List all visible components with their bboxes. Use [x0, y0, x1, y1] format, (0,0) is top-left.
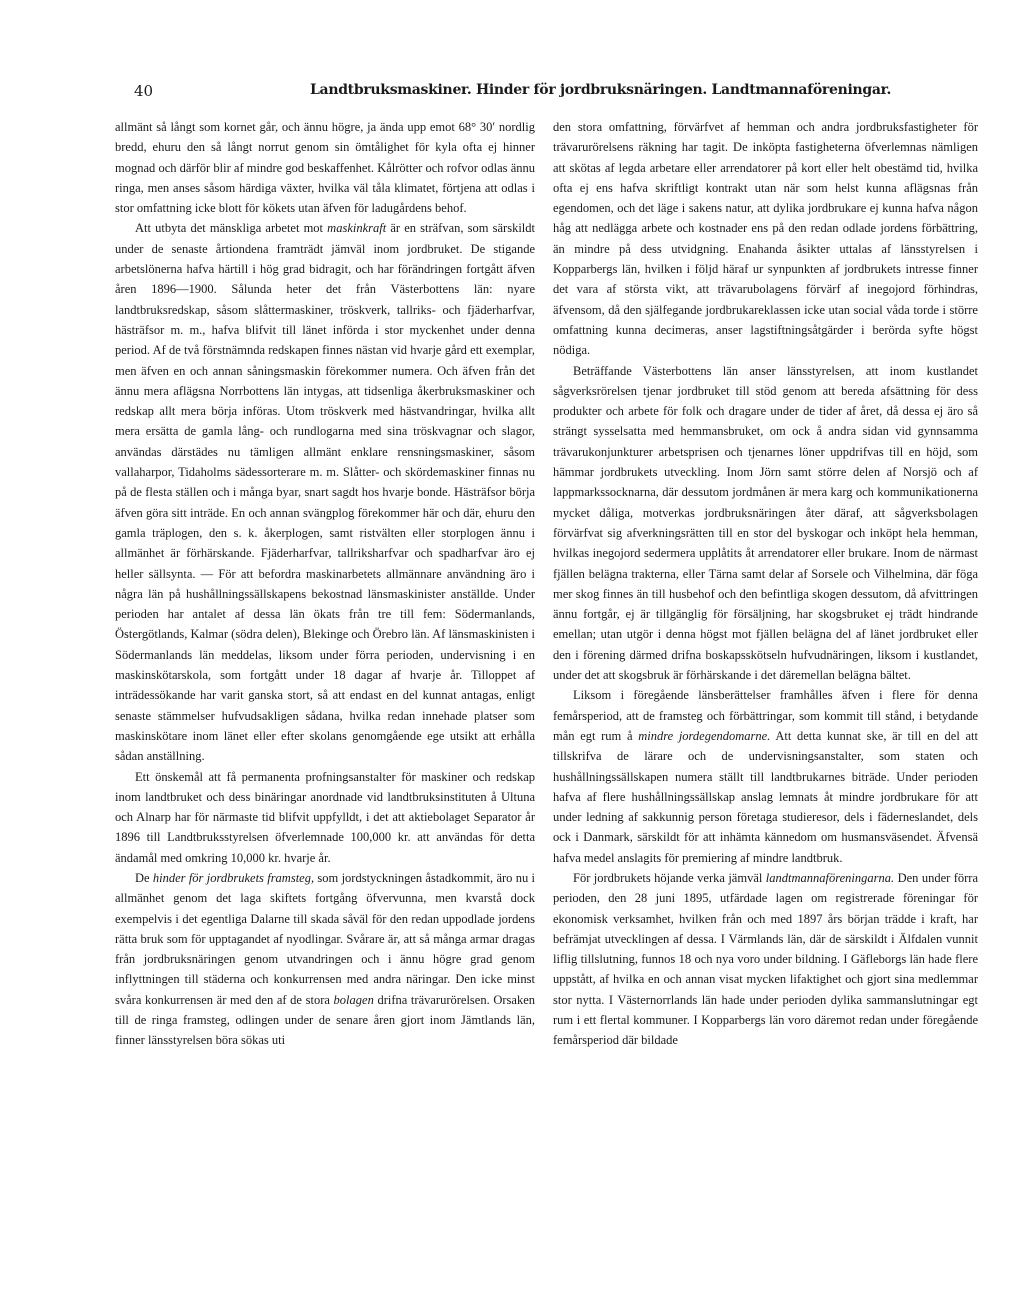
emphasis: maskinkraft [327, 221, 387, 236]
emphasis: hinder för jordbrukets framsteg, [152, 870, 315, 885]
paragraph: De hinder för jordbrukets framsteg, som jordstyckningen åstadkommit, äro nu i allmänhet genom det laga skiftets fortgång öfvervunna, men kvarstå dock exempelvis i det egentliga Dalarne till skada såväl för den redan uppodlade jordens rätta bruk som för upptagandet af nyodlingar. Svårare är, att så många armar dragas från jordbruksnäringen genom utvandringen och i ännu högre grad genom inflyttningen till städerna och konkurrensen med andra näringar. Den icke minst svåra konkurrensen är med den af de stora bolagen drifna trävarurörelsen. Orsaken till de ringa framsteg, odlingen under de senare åren gjort inom Jämtlands län, finner länsstyrelsen böra sökas uti [115, 870, 535, 1048]
emphasis: landtmannaföreningarna. [765, 870, 895, 885]
paragraph: Liksom i föregående länsberättelser framhålles äfven i flere för denna femårsperiod, att de framsteg och förbättringar, som kommit till stånd, i betydande mån egt rum å mindre jordegendomarne. Att detta kunnat ske, är till en del att tillskrifva de lärare och de undervisningsanstalter, som staten och hushållningssällskapen numera ställt till landtbrukarnes biträde. Under perioden hafva af flere hushållningssällskap anslag lemnats åt mindre jordbrukare för att under ledning af sakkunnig person företaga studieresor, dels i fäderneslandet, dels ock i Danmark, särskildt för att inhämta kännedom om husmansväsendet. Äfvensä hafva medel anslagits för premiering af mindre landtbruk. [553, 688, 978, 865]
paragraph: Beträffande Västerbottens län anser länsstyrelsen, att inom kustlandet sågverksrörelsen tjenar jordbruket till stöd genom att bereda afsättning för dess produkter och arbete för folk och dragare under de tider af året, då dessa ej äro så strängt sysselsatta med hemmansbruket, om ock å andra sidan vid gynnsamma trävarukonjunkturer arbetsprisen och tjenarnes löner uppdrifvas till en höjd, som hämmar jordbrukets utveckling. Inom Jörn samt större delen af Norsjö och af lappmarkssocknarna, där dessutom jordmånen är mera karg och kommunikationerna mycket dåliga, motverkas jordbruksnäringen åter däraf, att sågverksbolagen förvärfvat sig afverkningsrätten till en stor del byskogar och inköpt hela hemman, hvilkas inegojord sedermera upplåtits åt arrendatorer eller brukare. Inom de närmast fjällen belägna trakterna, eller Tärna samt delar af Sorsele och Vilhelmina, där föga mer skog finnes än till husbehof och den befintliga skogen dessutom, då afvittringen ännu fortgår, ej är tillgänglig för försäljning, har skogsbruket ej trädt hindrande emellan; utan utgör i denna högst mot fjällen belägna del af länet jordbruket eller den i förening därmed drifna boskapsskötseln hufvudnäringen, liksom i kustlandet, under det att skogsbruk är förhärskande i det däremellan belägna bältet. [553, 363, 978, 683]
paragraph: allmänt så långt som kornet går, och ännu högre, ja ända upp emot 68° 30′ nordlig bredd, ehuru den så långt norrut genom sin ömtålighet för kyla ofta ej hinner mognad och därför blir af mindre god beskaffenhet. Kålrötter och rofvor odlas ännu ringa, men anses såsom härdiga växter, hvilka väl tåla klimatet, förtjena att odlas i stor omfattning icke blott för kökets utan äfven för ladugårdens behof. [115, 120, 535, 216]
right-column [553, 117, 978, 1051]
paragraph: Att utbyta det mänskliga arbetet mot maskinkraft är en sträfvan, som särskildt under de senaste årtiondena framträdt jämväl inom jordbruket. De stigande arbetslönerna hafva härtill i hög grad bidragit, och har förändringen fortgått äfven åren 1896—1900. Sålunda heter det från Västerbottens län: nyare landtbruksredskap, såsom slåttermaskiner, tröskverk, tallriks- och fjäderharfvar, hästräfsor m. m., hafva blifvit till länet införda i stor myckenhet under denna period. Af de två förstnämnda redskapen finnes nästan vid hvarje gård ett exemplar, men äfven en och annan såningsmaskin förekommer numera. Och äfven från det ännu mera aflägsna Norrbottens län intygas, att tidsenliga åkerbruksmaskiner och redskap allt mera börja införas. Utom tröskverk med hästvandringar, hvilka allt mera ersätta de gamla lång- och rundlogarna med sina tröskvagnar och slagor, användas därstädes nu tämligen allmänt enklare rensningsmaskiner, såsom vallaharpor, Tidaholms sädessorterare m. m. Slåtter- och skördemaskiner finnas nu på de flesta ställen och i många byar, snart sagdt hos hvarje bonde. Hästräfsor börja äfven göra sitt inträde. En och annan svängplog förekommer här och där, ehuru den gamla träplogen, den s. k. åkerplogen, samt ristvälten eller storplogen ännu i allmänhet är förhärskande. Fjäderharfvar, tallriksharfvar och spadharfvar äro ej heller sällsynta. — För att befordra maskinarbetets allmännare användning äro i några län på hushållningssällskapens bekostnad länsmaskinister anställde. Under perioden har antalet af dessa län ökats från tre till fem: Södermanlands, Östergötlands, Kalmar (södra delen), Blekinge och Örebro län. Af länsmaskinisten i Södermanlands län meddelas, liksom under förra perioden, undervisning i en maskinskötarskola, som fortgått under 18 dagar af hvarje år. Tilloppet af inträdessökande har varit ganska stort, så att endast en del kunnat antagas, enligt senaste stämmelser hufvudsakligen sådana, hvilka redan innehade platser som maskinskötare inom länet eller efter skolans genomgående ege utsikt att erhålla sådan anställning. [115, 221, 535, 764]
paragraph: För jordbrukets höjande verka jämväl landtmannaföreningarna. Den under förra perioden, den 28 juni 1895, utfärdade lagen om registrerade föreningar för ekonomisk verksamhet, hvilken från och med 1897 års början trädde i kraft, har befrämjat utvecklingen af dessa. I Värmlands län, där de särskildt i Älfdalen vunnit liflig tillslutning, funnos 18 och nya voro under bildning. I Gäfleborgs län hade flere uppstått, af hvilka en och annan visat mycken lifaktighet och gjort sina medlemmar stor nytta. I Västernorrlands län hade under perioden dylika sammanslutningar egt rum i ett flertal kommuner. I Kopparbergs län voro däremot redan under föregående femårsperiod där bildade [553, 870, 978, 1048]
left-column [115, 117, 535, 1051]
page-number: 40 [134, 82, 154, 100]
emphasis: bolagen [333, 992, 374, 1007]
emphasis: mindre jordegendomarne. [638, 728, 771, 743]
paragraph: Ett önskemål att få permanenta profningsanstalter för maskiner och redskap inom landtbruket och dess binäringar anordnade vid landtbruksinstituten å Ultuna och Alnarp har för närmaste tid blifvit uppfylldt, i det att aktiebolaget Separator år 1896 till Landtbruksstyrelsen öfverlemnade 100,000 kr. att användas för detta ändamål med omkring 10,000 kr. hvarje år. [115, 769, 535, 865]
paragraph: den stora omfattning, förvärfvet af hemman och andra jordbruksfastigheter för trävarurörelsens räkning har tagit. De inköpta fastigheterna öfverlemnas nämligen att skötas af legda arbetare eller arrendatorer på kort eller helt obestämd tid, hvilka ofta ej ens hafva skriftligt kontrakt utan när som helst kunna aflägsnas från egendomen, och det läge i sakens natur, att dylika jordbrukare ej kunna hafva någon håg att nedlägga arbete och kostnader ens på den redan odlade jordens förbättring, än mindre på dess utvidgning. Enahanda åsikter uttalas af länsstyrelsen i Kopparbergs län, hvilken i följd häraf ur synpunkten af jordbrukets intresse finner det vara af största vikt, att trävarubolagens förvärf af inegojord förhindras, äfvensom, då den själfegande jordbrukareklassen icke utan social våda torde i större omfattning kunna decimeras, anser lagstiftningsåtgärder i berörda syfte högst nödiga. [553, 120, 978, 358]
running-title: Landtbruksmaskiner. Hinder för jordbruksnäringen. Landtmannaföreningar. [310, 82, 892, 98]
